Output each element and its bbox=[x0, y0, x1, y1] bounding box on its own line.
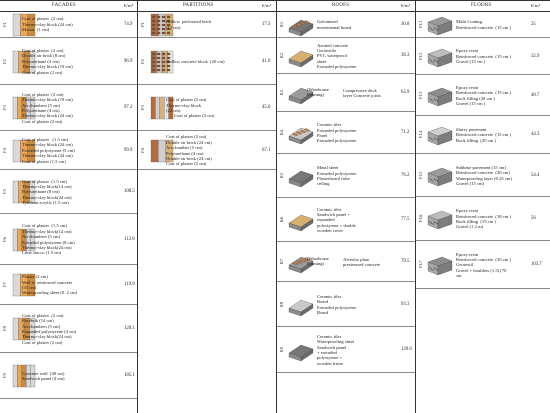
roofs-section-illustration bbox=[287, 43, 315, 69]
roofs-row-layer-line: Extruded polystyrene bbox=[317, 138, 357, 144]
roofs-row-layer-line: Waterproofing sheet bbox=[317, 339, 355, 345]
partitions-row-layer-line: Thermo-clay block bbox=[166, 102, 202, 108]
floors-row-layer-line: Gravel + boulders (1.5) (70 bbox=[456, 267, 507, 273]
roofs-row-cost: 76.2 bbox=[401, 173, 410, 178]
roofs-header-unit: €/m² bbox=[401, 3, 411, 8]
floors-row-code: FL1 bbox=[418, 20, 423, 28]
partitions-row-code: P2 bbox=[140, 58, 145, 64]
roofs-row-layer-line: prestressed concrete bbox=[343, 262, 381, 267]
roofs-row-layer-line: Ceramic tiles bbox=[317, 333, 342, 339]
floors-row-layer-line: Slurry pavement bbox=[456, 126, 487, 132]
floors-row-cost: 103.7 bbox=[531, 262, 542, 267]
roofs-row-layer-line: Panel bbox=[317, 133, 328, 138]
roofs-row bbox=[277, 242, 415, 282]
roofs-row-layer-line: ceiling bbox=[317, 181, 330, 187]
roofs-row bbox=[277, 112, 415, 154]
facades-row-code: F6 bbox=[2, 236, 7, 242]
facades-row-layer-line: Polyurethane (4 cm) bbox=[22, 108, 60, 113]
partitions-row-cost: 67.1 bbox=[262, 147, 271, 153]
roofs-row-layer-line: Metal sheet bbox=[317, 165, 339, 171]
floors-section-illustration bbox=[426, 252, 454, 278]
floors-section-illustration bbox=[426, 206, 454, 232]
roofs-section-illustration bbox=[287, 12, 315, 38]
facades-row-cost: 96.9 bbox=[124, 58, 133, 64]
floors-row-layer-line: Geotextil bbox=[456, 262, 474, 268]
partitions-row-layer-line: Air chamber (5 cm) bbox=[166, 145, 203, 151]
floors-row-layer-line: Reinforced concrete (18 cm ) bbox=[456, 213, 511, 219]
roofs-row bbox=[277, 154, 415, 198]
partitions-row-layer-line: Hollow perforated brick bbox=[166, 19, 212, 25]
facades-row-layer-line: Polyurethane (8 cm) bbox=[22, 189, 60, 195]
partitions-row bbox=[138, 38, 276, 85]
roofs-row-layer-line: Ceramic tiles bbox=[317, 206, 342, 212]
partitions-row-layer-line: (12 cm) bbox=[166, 24, 181, 30]
floors-row-layer-line: Reinforced concrete (15 cm ) bbox=[456, 132, 511, 138]
floors-row-code: FL3 bbox=[418, 91, 423, 99]
facades-row-cost: 112.8 bbox=[124, 236, 135, 242]
facades-row-layer-line: Double air brick (8 cm) bbox=[22, 53, 66, 59]
roofs-row-cost: 63.9 bbox=[401, 90, 410, 95]
facades-row-layer-line: Thermo-clay block(24 cm) bbox=[22, 244, 72, 250]
facades-row-layer-line: Facebrik (14 cm) bbox=[22, 318, 54, 324]
floors-row-layer-line: Epoxy resin bbox=[456, 84, 479, 90]
roofs-section-illustration bbox=[287, 120, 315, 146]
floors-row-layer-line: Subbase pavement (15 cm) bbox=[456, 164, 506, 170]
facades-row-layer-line: Coat of plaster (2 cm) bbox=[22, 118, 63, 124]
roofs-row-layer-line: Sandwich panel + bbox=[317, 211, 350, 217]
floors-row-layer-line: Reinforced concrete (15 cm ) bbox=[456, 90, 511, 96]
facades-row bbox=[0, 353, 137, 399]
facades-row-layer-line: Extruded polystyrene (8 cm) bbox=[22, 239, 75, 245]
roofs-row-cost: 129.6 bbox=[401, 347, 412, 352]
facades-row-layer-line: Concrete wall (40 cm) bbox=[22, 370, 65, 376]
roofs-row-cost: 38.3 bbox=[401, 53, 410, 58]
facades-row-cost: 119.9 bbox=[124, 282, 135, 287]
facades-row-layer-line: Coat of plaster (1.5 cm) bbox=[22, 178, 67, 184]
floors-row-layer-line: Epoxy resin bbox=[456, 251, 479, 257]
floors-row-layer-line: Epoxy resin bbox=[456, 48, 479, 54]
roofs-row-layer-line: Geotextile bbox=[317, 47, 337, 53]
partitions-row bbox=[138, 131, 276, 170]
roofs-row-framing-note: (Warehouse Framing) bbox=[307, 256, 329, 267]
facades-row-cost: 74.9 bbox=[124, 21, 133, 27]
floors-row-layer-line: Multi Coating bbox=[456, 19, 482, 25]
partitions-row-cost: 41.0 bbox=[262, 58, 271, 64]
floors-row-layer-line: Epoxy resin bbox=[456, 208, 479, 214]
floors-section-illustration bbox=[426, 122, 454, 148]
facades-row-layer-line: Waterproofing sheet (0. 2 cm) bbox=[22, 290, 78, 296]
facades-row bbox=[0, 85, 137, 131]
roofs-row-code: R9 bbox=[279, 346, 284, 353]
partitions-row-layer-line: Polyurethane (4 cm) bbox=[166, 150, 204, 156]
roofs-row-code: R6 bbox=[279, 216, 284, 223]
roofs-row bbox=[277, 198, 415, 242]
facades-row-layer-line: Wall of reinforced concrete bbox=[22, 279, 73, 285]
floors-section-illustration bbox=[426, 163, 454, 189]
partitions-row-layer-line: Double air brick (24 cm) bbox=[166, 139, 212, 145]
facades-row bbox=[0, 38, 137, 85]
facades-row-layer-line: Air chambers (5 cm) bbox=[22, 234, 61, 240]
floors-row-cost: 32.9 bbox=[531, 53, 540, 59]
floors-row-layer-line: Reinforced concrete (20 cm) bbox=[456, 170, 510, 176]
floors-row-layer-line: Gravel (15 cm ) bbox=[456, 100, 486, 106]
partitions-row-layer-line: (24 cm) bbox=[166, 108, 181, 113]
floors-row-layer-line: cm bbox=[456, 273, 462, 279]
roofs-row-cost: 30.8 bbox=[401, 21, 410, 27]
roofs-row bbox=[277, 327, 415, 373]
roofs-row-layer-line: Board bbox=[317, 299, 329, 305]
facades-row bbox=[0, 131, 137, 170]
partitions-row-layer-line: Hollow concrete block (20 cm) bbox=[166, 58, 225, 64]
partitions-row-code: P3 bbox=[140, 105, 145, 110]
roofs-row bbox=[277, 38, 415, 74]
facades-row-layer-line: Air chambers (5 cm) bbox=[22, 102, 61, 108]
facades-row-layer-line: Coat of plaster (2 cm) bbox=[22, 69, 63, 75]
facades-row-layer-line: Coat of plaster (2 cm) bbox=[22, 339, 63, 345]
facades-row-code: F5 bbox=[2, 189, 7, 194]
roofs-row-code: R1 bbox=[279, 21, 284, 27]
partitions-row bbox=[138, 11, 276, 38]
roofs-row-layer-line: layer Concrete joists bbox=[343, 93, 381, 98]
roofs-row-layer-line: sheet bbox=[317, 58, 327, 64]
facades-row-layer-line: Coat of plaster (1.5 cm) bbox=[22, 137, 69, 142]
roofs-row-layer-line: Extruded polystyrene bbox=[317, 127, 357, 133]
floors-section-illustration bbox=[426, 12, 454, 38]
partitions-header-unit: €/m² bbox=[262, 3, 272, 8]
roofs-row bbox=[277, 282, 415, 327]
partitions-row-layer-line: Coat of plaster (2 cm) bbox=[166, 134, 207, 140]
facades-row-layer-line: Expanded polystyrene (4 cm) bbox=[22, 329, 77, 334]
roofs-row-layer-line: Extruded polystyrene bbox=[317, 170, 357, 176]
facades-row-cost: 97.2 bbox=[124, 105, 133, 110]
roofs-row-code: R3 bbox=[279, 89, 284, 96]
floors-header-title: FLOORS bbox=[471, 3, 492, 8]
facades-row-code: F8 bbox=[2, 326, 7, 331]
roofs-row-layer-line: Ceramic tiles bbox=[317, 293, 342, 299]
roofs-section-illustration bbox=[287, 337, 315, 363]
facades-row bbox=[0, 305, 137, 353]
facades-row-code: F4 bbox=[2, 147, 7, 153]
facades-row-code: F9 bbox=[2, 373, 7, 378]
facades-row-cost: 108.5 bbox=[124, 189, 135, 194]
floors-row-layer-line: Rock filling (20 cm ) bbox=[456, 95, 495, 101]
partitions-row bbox=[138, 85, 276, 131]
facades-row-code: F7 bbox=[2, 282, 7, 287]
partitions-row-layer-line: Double air brick (24 cm) bbox=[166, 155, 212, 161]
facades-row-layer-line: Thermo-clay block (24 cm) bbox=[22, 113, 73, 119]
floors-row-layer-line: Reinforced concrete (20 cm ) bbox=[456, 256, 511, 262]
facades-row bbox=[0, 214, 137, 265]
facades-row bbox=[0, 11, 137, 38]
column-divider bbox=[276, 0, 277, 413]
column-divider bbox=[137, 0, 138, 413]
roofs-row-cost: 71.2 bbox=[401, 130, 410, 135]
facades-row-layer-line: Thermo-clay block(24 cm) bbox=[22, 194, 72, 200]
roofs-row-cost: 79.5 bbox=[401, 259, 410, 264]
roofs-row-layer-line: PVC waterproof bbox=[317, 53, 348, 59]
facades-row-layer-line: Thermo-clay block(14 cm) bbox=[22, 183, 72, 189]
roofs-row-cost: 93.3 bbox=[401, 301, 410, 307]
facades-row-layer-line: Tyrolean acrylic (1.5 cm) bbox=[22, 200, 69, 206]
roofs-row-layer-line: wooden cover bbox=[317, 228, 343, 234]
floors-row-cost: 25 bbox=[531, 21, 536, 27]
facades-header-unit: €/m² bbox=[124, 3, 134, 8]
floors-row-layer-line: Gravel (1.2 m) bbox=[456, 224, 484, 230]
facades-row-layer-line: Lime stucco (1.5 cm) bbox=[22, 250, 62, 256]
facades-row-layer-line: Thermo-clay block (24 cm) bbox=[22, 142, 73, 148]
partitions-row-code: P4 bbox=[140, 147, 145, 153]
facades-row-layer-line: Extruded polystyrene (5 cm) bbox=[22, 147, 75, 153]
facades-row-code: F2 bbox=[2, 58, 7, 64]
floors-row-code: FL7 bbox=[418, 260, 423, 268]
floors-row-cost: 56 bbox=[531, 216, 536, 221]
floors-row-layer-line: Reinforced concrete (15 cm ) bbox=[456, 53, 511, 59]
facades-row-layer-line: Coat of plaster (2 cm) bbox=[22, 91, 64, 97]
partitions-row-code: P1 bbox=[140, 21, 145, 27]
floors-row-code: FL6 bbox=[418, 214, 423, 222]
floors-section-illustration bbox=[426, 44, 454, 70]
facades-row-code: F1 bbox=[2, 21, 7, 27]
floors-header-unit: €/m² bbox=[531, 3, 541, 8]
facades-row-layer-line: Plaster (2 cm) bbox=[22, 274, 48, 280]
floors-row bbox=[416, 38, 550, 75]
floors-row-layer-line: Rock filling (20 cm ) bbox=[456, 137, 496, 143]
facades-row-layer-line: Thermo-clay block (24 cm) bbox=[22, 21, 73, 27]
facades-row-layer-line: Thermo-clay block(14 cm) bbox=[22, 228, 72, 234]
floors-row-cost: 54.4 bbox=[531, 172, 540, 178]
roofs-row-cost: 77.5 bbox=[401, 217, 410, 222]
floors-row-layer-line: Gravel (15 cm) bbox=[456, 180, 485, 186]
roofs-row-layer-line: Extruded polystyrene bbox=[317, 64, 357, 70]
facades-row-layer-line: Polyurethane (4 cm) bbox=[22, 58, 60, 64]
floors-row-layer-line: Reinforced concrete (15 cm ) bbox=[456, 24, 511, 30]
floors-row-layer-line: Rock filling (15 cm ) bbox=[456, 219, 496, 224]
roofs-row-layer-line: Ceramic tiles bbox=[317, 122, 342, 128]
floors-row bbox=[416, 197, 550, 241]
roofs-row-code: R2 bbox=[279, 52, 284, 59]
facades-row-layer-line: Coat of plaster (2 cm) bbox=[22, 16, 64, 22]
facades-row-layer-line: Coat of plaster (1.5 cm) bbox=[22, 158, 66, 164]
roofs-header-title: ROOFS bbox=[332, 3, 350, 8]
partitions-row-cost: 45.0 bbox=[262, 105, 271, 110]
facades-row-cost: 120.1 bbox=[124, 326, 135, 331]
floors-row bbox=[416, 11, 550, 38]
facades-row bbox=[0, 170, 137, 214]
facades-row-layer-line: Mortar (1 cm) bbox=[22, 27, 50, 33]
facades-row-layer-line: Thermo-clay block (19 cm) bbox=[22, 97, 73, 103]
roofs-row-layer-line: Sandwich panel bbox=[317, 344, 347, 350]
roofs-row-layer-line: Extruded polystyrene bbox=[317, 304, 357, 310]
partitions-header-title: PARTITIONS bbox=[183, 3, 214, 8]
roofs-row-code: R7 bbox=[279, 258, 284, 265]
roofs-row-layer-line: polystyrene + bbox=[317, 355, 343, 361]
roofs-row-layer-line: Compressive deck bbox=[343, 87, 377, 93]
floors-row bbox=[416, 75, 550, 116]
roofs-row-layer-line: Alveolar plate bbox=[343, 256, 370, 262]
roofs-section-illustration bbox=[287, 163, 315, 189]
facades-row-layer-line: Sandwich panel (4 cm) bbox=[22, 376, 65, 381]
floors-row bbox=[416, 154, 550, 197]
partitions-row-layer-line: Coat of plaster (2 cm) bbox=[166, 113, 215, 119]
partitions-row-layer-line: Coat of plaster (2 cm) bbox=[166, 161, 207, 167]
floors-row-code: FL2 bbox=[418, 52, 423, 60]
roofs-section-illustration bbox=[287, 207, 315, 233]
partitions-row-cost: 17.3 bbox=[262, 21, 271, 27]
column-divider bbox=[415, 0, 416, 413]
facades-row-layer-line: Thermo-clay block (19 cm) bbox=[22, 64, 73, 70]
floors-row-layer-line: Gravel (15 cm ) bbox=[456, 59, 486, 65]
facades-row-cost: 185.1 bbox=[124, 373, 135, 378]
roofs-row-layer-line: expanded bbox=[317, 217, 335, 223]
roofs-row-code: R4 bbox=[279, 129, 284, 136]
roofs-row-layer-line: Galvanised bbox=[317, 19, 338, 25]
roofs-row-layer-line: + extruded bbox=[317, 350, 337, 355]
roofs-section-illustration bbox=[287, 292, 315, 318]
roofs-row-layer-line: wooden frieze bbox=[317, 360, 344, 366]
roofs-row-layer-line: Board bbox=[317, 309, 329, 315]
roofs-row bbox=[277, 11, 415, 38]
facades-row-layer-line: Air chambers (5 cm) bbox=[22, 323, 61, 329]
roofs-row-code: R5 bbox=[279, 172, 284, 179]
floors-row bbox=[416, 116, 550, 154]
floors-row-code: FL4 bbox=[418, 130, 423, 138]
roofs-row-code: R8 bbox=[279, 301, 284, 307]
floors-row-cost: 40.7 bbox=[531, 92, 540, 98]
facades-row-layer-line: Thermo-clay block(24 cm) bbox=[22, 334, 72, 340]
floors-row-layer-line: Waterproofing layer (0.25 cm) bbox=[456, 175, 513, 181]
roofs-row-framing-note: (Warehouse Framing) bbox=[307, 87, 329, 98]
roofs-row-layer-line: polystyrene + double bbox=[317, 222, 356, 228]
facades-row-cost: 99.9 bbox=[124, 147, 133, 153]
floors-row-cost: 44.3 bbox=[531, 132, 540, 137]
roofs-row-layer-line: Plasterboard false bbox=[317, 176, 350, 181]
facades-row-layer-line: Coat of plaster (2 cm) bbox=[22, 312, 64, 318]
facades-row-layer-line: (35 cm) bbox=[22, 285, 37, 290]
facades-row-layer-line: Coat of plaster (2 cm) bbox=[22, 48, 64, 53]
floors-row-code: FL5 bbox=[418, 171, 423, 179]
facades-row-layer-line: Thermo-clay block (24 cm) bbox=[22, 153, 73, 159]
floors-section-illustration bbox=[426, 83, 454, 109]
floors-row bbox=[416, 241, 550, 289]
roofs-row bbox=[277, 74, 415, 112]
roofs-row-layer-line: movemental board bbox=[317, 24, 352, 30]
facades-row-layer-line: Coat of plaster (1.5 cm) bbox=[22, 223, 67, 229]
partitions-row-layer-line: Coat of plaster (2 cm) bbox=[166, 97, 207, 103]
facades-row-code: F3 bbox=[2, 105, 7, 110]
facades-header-title: FACADES bbox=[52, 3, 76, 8]
facades-row bbox=[0, 265, 137, 305]
roofs-row-layer-line: Aerated concrete bbox=[317, 42, 349, 48]
